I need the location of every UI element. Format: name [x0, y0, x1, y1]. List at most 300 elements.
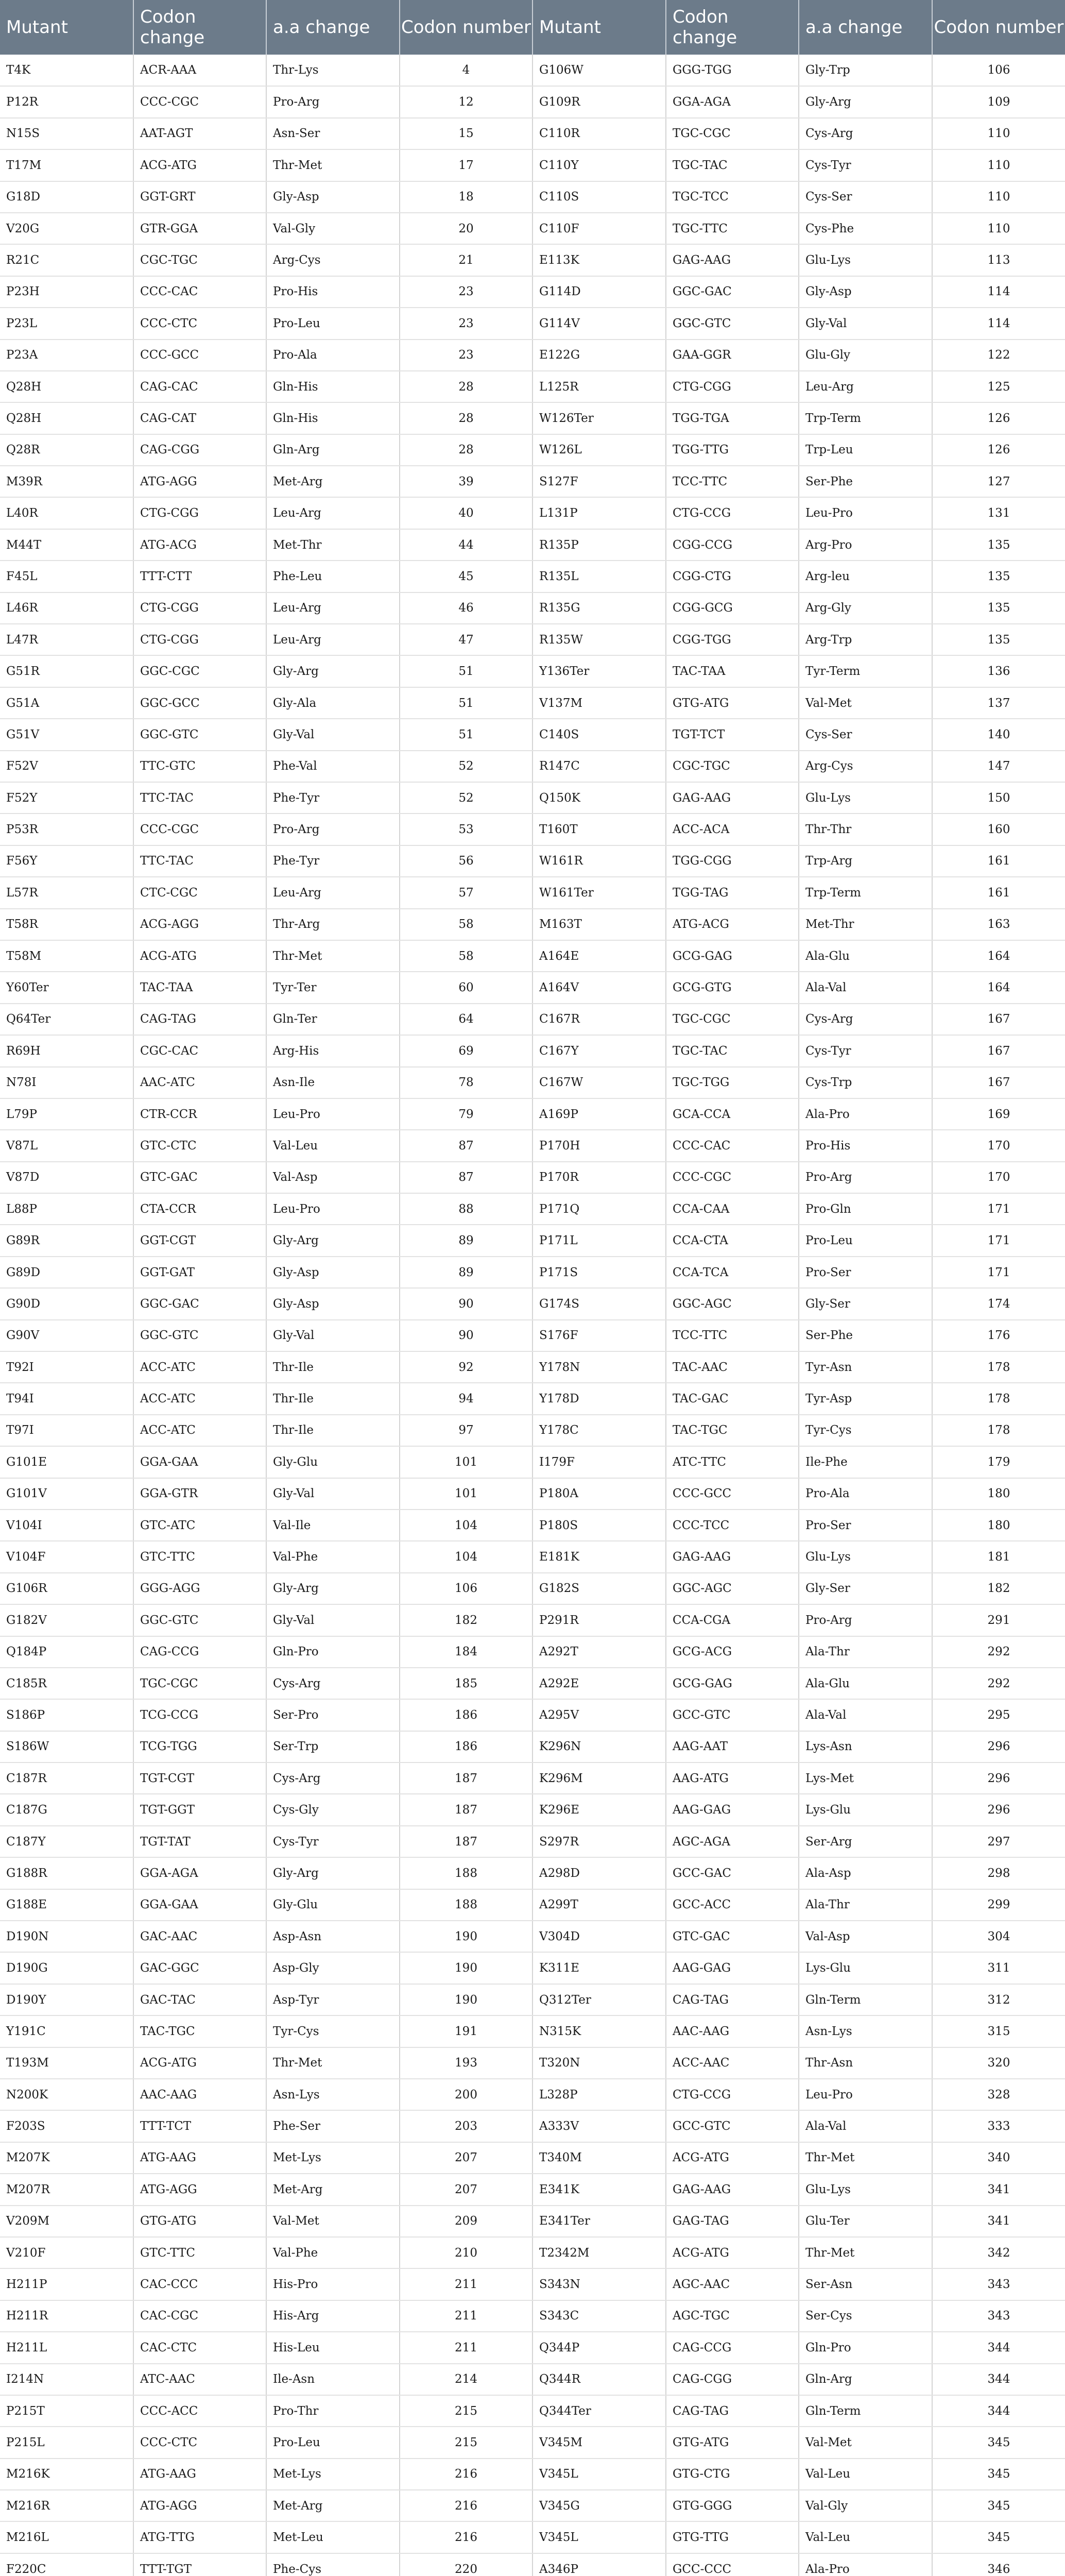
codon-change-cell: CGG-TGG	[666, 624, 799, 655]
table-row	[0, 2079, 1065, 2110]
table-row	[0, 561, 1065, 592]
table-row	[0, 1604, 1065, 1636]
codon-change-cell: TTC-GTC	[133, 751, 266, 782]
aa-change-cell: Val-Leu	[266, 1130, 400, 1161]
codon-change-cell: CCA-TCA	[666, 1257, 799, 1288]
table-row	[0, 624, 1065, 655]
table-row	[0, 1098, 1065, 1130]
aa-change-cell: Gln-Arg	[266, 434, 400, 466]
codon-change-cell: ACG-ATG	[133, 149, 266, 181]
aa-change-cell: Thr-Ile	[266, 1383, 400, 1414]
mutant-cell: P170R	[532, 1162, 666, 1193]
aa-change-cell: Gly-Glu	[266, 1446, 400, 1478]
codon-number-cell: 89	[400, 1225, 532, 1256]
mutant-cell: C187G	[0, 1794, 133, 1825]
codon-change-cell: ACC-AAC	[666, 2047, 799, 2079]
codon-number-cell: 137	[932, 687, 1065, 719]
mutant-cell: A333V	[532, 2110, 666, 2142]
codon-number-cell: 171	[932, 1257, 1065, 1288]
table-row	[0, 1415, 1065, 1446]
codon-change-cell: AAC-AAG	[133, 2079, 266, 2110]
aa-change-cell: Tyr-Term	[799, 655, 932, 687]
codon-change-cell: GGA-GAA	[133, 1889, 266, 1921]
mutant-cell: G51V	[0, 719, 133, 750]
aa-change-cell: Val-Leu	[799, 2459, 932, 2490]
codon-number-cell: 296	[932, 1762, 1065, 1794]
mutant-cell: F220C	[0, 2553, 133, 2576]
codon-number-cell: 52	[400, 782, 532, 814]
mutant-cell: G51A	[0, 687, 133, 719]
table-row	[0, 1288, 1065, 1319]
aa-change-cell: Thr-Ile	[266, 1351, 400, 1383]
table-row	[0, 244, 1065, 276]
codon-change-cell: CAG-TAG	[666, 1984, 799, 2015]
aa-change-cell: Val-Ile	[266, 1510, 400, 1541]
table-row	[0, 86, 1065, 117]
codon-change-cell: TGG-TTG	[666, 434, 799, 466]
table-row	[0, 1478, 1065, 1510]
aa-change-cell: Leu-Pro	[799, 497, 932, 529]
codon-number-cell: 187	[400, 1762, 532, 1794]
aa-change-cell: Glu-Lys	[799, 2174, 932, 2205]
codon-change-cell: CAG-CCG	[666, 2332, 799, 2363]
mutant-cell: G51R	[0, 655, 133, 687]
mutant-cell: C187Y	[0, 1826, 133, 1857]
mutant-cell: P291R	[532, 1604, 666, 1636]
codon-change-cell: GAG-AAG	[666, 244, 799, 276]
codon-change-cell: GGC-GTC	[133, 719, 266, 750]
codon-number-cell: 320	[932, 2047, 1065, 2079]
aa-change-cell: Lys-Asn	[799, 1731, 932, 1762]
mutant-cell: H211R	[0, 2300, 133, 2332]
codon-change-cell: ATG-AAG	[133, 2459, 266, 2490]
aa-change-cell: Met-Lys	[266, 2459, 400, 2490]
aa-change-cell: Asn-Ser	[266, 118, 400, 149]
codon-change-cell: AGC-AAC	[666, 2268, 799, 2300]
codon-change-cell: CTG-CGG	[666, 371, 799, 402]
header-codon-number: Codon number	[932, 0, 1065, 55]
codon-number-cell: 343	[932, 2268, 1065, 2300]
table-row	[0, 118, 1065, 149]
table-row	[0, 529, 1065, 561]
table-row	[0, 2142, 1065, 2174]
codon-change-cell: ACG-ATG	[133, 940, 266, 972]
table-row	[0, 1351, 1065, 1383]
table-body	[0, 55, 1065, 2576]
aa-change-cell: Lys-Met	[799, 1762, 932, 1794]
codon-number-cell: 207	[400, 2142, 532, 2174]
mutant-cell: T193M	[0, 2047, 133, 2079]
codon-change-cell: CAG-TAG	[666, 2395, 799, 2427]
codon-change-cell: GGC-GAC	[666, 276, 799, 308]
codon-change-cell: CCC-GCC	[666, 1478, 799, 1510]
table-row	[0, 751, 1065, 782]
aa-change-cell: Ala-Val	[799, 972, 932, 1003]
codon-number-cell: 299	[932, 1889, 1065, 1921]
mutant-cell: Q28R	[0, 434, 133, 466]
codon-number-cell: 343	[932, 2300, 1065, 2332]
aa-change-cell: Cys-Gly	[266, 1794, 400, 1825]
codon-number-cell: 174	[932, 1288, 1065, 1319]
table-row	[0, 2427, 1065, 2458]
header-mutant: Mutant	[0, 0, 133, 55]
codon-change-cell: TAC-AAC	[666, 1351, 799, 1383]
codon-change-cell: TGT-TAT	[133, 1826, 266, 1857]
codon-change-cell: CTG-CCG	[666, 497, 799, 529]
mutant-cell: A169P	[532, 1098, 666, 1130]
table-row	[0, 1162, 1065, 1193]
codon-number-cell: 79	[400, 1098, 532, 1130]
codon-change-cell: GGC-GCC	[133, 687, 266, 719]
aa-change-cell: Ala-Asp	[799, 1857, 932, 1889]
codon-change-cell: TGT-GGT	[133, 1794, 266, 1825]
table-row	[0, 2364, 1065, 2395]
codon-number-cell: 114	[932, 308, 1065, 339]
aa-change-cell: Gly-Val	[266, 719, 400, 750]
mutant-cell: V87L	[0, 1130, 133, 1161]
aa-change-cell: His-Arg	[266, 2300, 400, 2332]
mutant-cell: S186P	[0, 1699, 133, 1731]
codon-number-cell: 28	[400, 371, 532, 402]
table-row	[0, 1762, 1065, 1794]
mutant-cell: Q344P	[532, 2332, 666, 2363]
mutant-cell: G89R	[0, 1225, 133, 1256]
codon-change-cell: ACG-AGG	[133, 909, 266, 940]
table-row	[0, 1510, 1065, 1541]
codon-number-cell: 180	[932, 1478, 1065, 1510]
aa-change-cell: Val-Met	[266, 2206, 400, 2237]
aa-change-cell: Cys-Arg	[799, 118, 932, 149]
aa-change-cell: Leu-Arg	[266, 592, 400, 624]
codon-number-cell: 51	[400, 655, 532, 687]
mutant-cell: P215T	[0, 2395, 133, 2427]
aa-change-cell: Gly-Arg	[266, 1225, 400, 1256]
codon-change-cell: GTG-ATG	[666, 687, 799, 719]
mutant-cell: P23A	[0, 340, 133, 371]
aa-change-cell: Gly-Glu	[266, 1889, 400, 1921]
aa-change-cell: Arg-Cys	[799, 751, 932, 782]
codon-change-cell: GCC-ACC	[666, 1889, 799, 1921]
table-row	[0, 687, 1065, 719]
aa-change-cell: Pro-Arg	[266, 86, 400, 117]
codon-change-cell: ATG-ACG	[666, 909, 799, 940]
codon-change-cell: ACC-ACA	[666, 814, 799, 845]
codon-number-cell: 94	[400, 1383, 532, 1414]
codon-change-cell: GTC-TTC	[133, 1541, 266, 1572]
aa-change-cell: Arg-Pro	[799, 529, 932, 561]
mutant-cell: I179F	[532, 1446, 666, 1478]
codon-change-cell: GTC-TTC	[133, 2237, 266, 2268]
table-row	[0, 1130, 1065, 1161]
aa-change-cell: Glu-Lys	[799, 782, 932, 814]
codon-number-cell: 87	[400, 1130, 532, 1161]
table-row	[0, 1225, 1065, 1256]
mutant-cell: P180A	[532, 1478, 666, 1510]
codon-change-cell: GTG-ATG	[666, 2427, 799, 2458]
codon-number-cell: 186	[400, 1731, 532, 1762]
mutant-cell: C187R	[0, 1762, 133, 1794]
mutant-cell: H211P	[0, 2268, 133, 2300]
codon-change-cell: ACC-ATC	[133, 1415, 266, 1446]
mutant-cell: A346P	[532, 2553, 666, 2576]
codon-number-cell: 180	[932, 1510, 1065, 1541]
codon-change-cell: GGA-AGA	[666, 86, 799, 117]
codon-change-cell: CAC-CTC	[133, 2332, 266, 2363]
aa-change-cell: Ala-Val	[799, 1699, 932, 1731]
codon-change-cell: ACG-ATG	[133, 2047, 266, 2079]
codon-change-cell: AAG-AAT	[666, 1731, 799, 1762]
codon-number-cell: 298	[932, 1857, 1065, 1889]
aa-change-cell: Tyr-Ter	[266, 972, 400, 1003]
table-row	[0, 1731, 1065, 1762]
aa-change-cell: Val-Met	[799, 687, 932, 719]
codon-number-cell: 297	[932, 1826, 1065, 1857]
codon-number-cell: 23	[400, 276, 532, 308]
aa-change-cell: Gln-Term	[799, 2395, 932, 2427]
codon-number-cell: 56	[400, 845, 532, 877]
mutant-cell: K296N	[532, 1731, 666, 1762]
codon-number-cell: 184	[400, 1636, 532, 1668]
codon-change-cell: GCC-GTC	[666, 2110, 799, 2142]
table-row	[0, 371, 1065, 402]
aa-change-cell: Gly-Val	[266, 1478, 400, 1510]
mutant-cell: M216K	[0, 2459, 133, 2490]
mutant-cell: E113K	[532, 244, 666, 276]
mutant-cell: T97I	[0, 1415, 133, 1446]
codon-change-cell: GTG-GGG	[666, 2490, 799, 2521]
mutant-cell: R21C	[0, 244, 133, 276]
codon-number-cell: 216	[400, 2521, 532, 2553]
codon-number-cell: 40	[400, 497, 532, 529]
codon-change-cell: CCA-CTA	[666, 1225, 799, 1256]
mutant-cell: E181K	[532, 1541, 666, 1572]
codon-change-cell: CTG-CGG	[133, 497, 266, 529]
codon-change-cell: CAC-CCC	[133, 2268, 266, 2300]
aa-change-cell: Gly-Ser	[799, 1288, 932, 1319]
codon-change-cell: GAG-TAG	[666, 2206, 799, 2237]
mutant-cell: P23L	[0, 308, 133, 339]
aa-change-cell: Glu-Ter	[799, 2206, 932, 2237]
aa-change-cell: Gly-Ser	[799, 1573, 932, 1604]
mutant-cell: F45L	[0, 561, 133, 592]
aa-change-cell: Pro-Leu	[266, 2427, 400, 2458]
aa-change-cell: Pro-Arg	[799, 1604, 932, 1636]
table-row	[0, 434, 1065, 466]
codon-change-cell: GTG-CTG	[666, 2459, 799, 2490]
mutant-cell: W161Ter	[532, 877, 666, 908]
codon-number-cell: 295	[932, 1699, 1065, 1731]
aa-change-cell: Ala-Val	[799, 2110, 932, 2142]
codon-number-cell: 135	[932, 561, 1065, 592]
aa-change-cell: Met-Arg	[266, 2174, 400, 2205]
aa-change-cell: Arg-leu	[799, 561, 932, 592]
table-row	[0, 1320, 1065, 1351]
codon-change-cell: GCC-GTC	[666, 1699, 799, 1731]
mutant-cell: V345L	[532, 2459, 666, 2490]
codon-number-cell: 200	[400, 2079, 532, 2110]
mutant-cell: Y178C	[532, 1415, 666, 1446]
codon-change-cell: GTC-CTC	[133, 1130, 266, 1161]
mutant-cell: S343C	[532, 2300, 666, 2332]
aa-change-cell: Cys-Phe	[799, 213, 932, 244]
aa-change-cell: Phe-Cys	[266, 2553, 400, 2576]
aa-change-cell: Ser-Phe	[799, 466, 932, 497]
aa-change-cell: Glu-Lys	[799, 1541, 932, 1572]
aa-change-cell: Asn-Lys	[799, 2015, 932, 2047]
codon-change-cell: TGC-CGC	[666, 1004, 799, 1035]
table-row	[0, 2015, 1065, 2047]
mutant-cell: V345G	[532, 2490, 666, 2521]
aa-change-cell: Pro-Arg	[266, 814, 400, 845]
codon-number-cell: 58	[400, 940, 532, 972]
aa-change-cell: Thr-Met	[266, 940, 400, 972]
mutant-cell: Y191C	[0, 2015, 133, 2047]
aa-change-cell: Phe-Val	[266, 751, 400, 782]
codon-change-cell: TGT-TCT	[666, 719, 799, 750]
codon-number-cell: 135	[932, 529, 1065, 561]
codon-change-cell: CGG-CCG	[666, 529, 799, 561]
codon-number-cell: 344	[932, 2364, 1065, 2395]
aa-change-cell: Glu-Gly	[799, 340, 932, 371]
aa-change-cell: Cys-Arg	[266, 1762, 400, 1794]
mutant-cell: P171Q	[532, 1193, 666, 1225]
codon-change-cell: CTA-CCR	[133, 1193, 266, 1225]
table-row	[0, 2490, 1065, 2521]
codon-number-cell: 21	[400, 244, 532, 276]
aa-change-cell: Tyr-Cys	[266, 2015, 400, 2047]
table-row	[0, 308, 1065, 339]
aa-change-cell: Val-Leu	[799, 2521, 932, 2553]
aa-change-cell: Gly-Arg	[266, 1857, 400, 1889]
codon-number-cell: 207	[400, 2174, 532, 2205]
codon-change-cell: TGT-CGT	[133, 1762, 266, 1794]
codon-number-cell: 20	[400, 213, 532, 244]
aa-change-cell: Gly-Val	[266, 1320, 400, 1351]
codon-number-cell: 344	[932, 2332, 1065, 2363]
mutant-cell: T320N	[532, 2047, 666, 2079]
mutant-cell: G114V	[532, 308, 666, 339]
table-row	[0, 149, 1065, 181]
codon-number-cell: 216	[400, 2490, 532, 2521]
codon-number-cell: 90	[400, 1320, 532, 1351]
mutant-cell: R135W	[532, 624, 666, 655]
mutant-cell: Q344Ter	[532, 2395, 666, 2427]
codon-change-cell: CCA-CGA	[666, 1604, 799, 1636]
codon-change-cell: TTT-TGT	[133, 2553, 266, 2576]
codon-number-cell: 15	[400, 118, 532, 149]
codon-change-cell: TGC-CGC	[666, 118, 799, 149]
codon-number-cell: 345	[932, 2521, 1065, 2553]
codon-number-cell: 47	[400, 624, 532, 655]
aa-change-cell: Ala-Thr	[799, 1889, 932, 1921]
aa-change-cell: Trp-Leu	[799, 434, 932, 466]
codon-change-cell: TTT-CTT	[133, 561, 266, 592]
codon-number-cell: 170	[932, 1130, 1065, 1161]
mutant-cell: G101E	[0, 1446, 133, 1478]
codon-change-cell: GGA-GTR	[133, 1478, 266, 1510]
codon-change-cell: AGC-TGC	[666, 2300, 799, 2332]
aa-change-cell: Ser-Trp	[266, 1731, 400, 1762]
codon-number-cell: 88	[400, 1193, 532, 1225]
codon-change-cell: ACG-ATG	[666, 2142, 799, 2174]
codon-number-cell: 346	[932, 2553, 1065, 2576]
codon-change-cell: CCC-ACC	[133, 2395, 266, 2427]
codon-change-cell: CAG-TAG	[133, 1004, 266, 1035]
mutant-cell: C110S	[532, 181, 666, 213]
table-row	[0, 2521, 1065, 2553]
codon-change-cell: TGC-TCC	[666, 181, 799, 213]
mutant-cell: M216L	[0, 2521, 133, 2553]
codon-number-cell: 178	[932, 1383, 1065, 1414]
header-mutant: Mutant	[532, 0, 666, 55]
mutant-cell: G188R	[0, 1857, 133, 1889]
mutant-cell: Q28H	[0, 371, 133, 402]
aa-change-cell: Trp-Arg	[799, 845, 932, 877]
mutant-cell: F52V	[0, 751, 133, 782]
aa-change-cell: Gly-Arg	[799, 86, 932, 117]
codon-number-cell: 215	[400, 2427, 532, 2458]
codon-number-cell: 179	[932, 1446, 1065, 1478]
codon-change-cell: ATC-AAC	[133, 2364, 266, 2395]
aa-change-cell: Cys-Tyr	[266, 1826, 400, 1857]
codon-change-cell: GTG-TTG	[666, 2521, 799, 2553]
codon-change-cell: AAT-AGT	[133, 118, 266, 149]
mutant-cell: P180S	[532, 1510, 666, 1541]
aa-change-cell: Met-Thr	[266, 529, 400, 561]
codon-change-cell: CCC-CGC	[133, 86, 266, 117]
mutant-cell: D190G	[0, 1952, 133, 1984]
mutant-cell: I214N	[0, 2364, 133, 2395]
codon-number-cell: 147	[932, 751, 1065, 782]
codon-change-cell: TAC-GAC	[666, 1383, 799, 1414]
mutant-cell: R69H	[0, 1035, 133, 1066]
mutant-cell: C185R	[0, 1668, 133, 1699]
mutant-cell: N78I	[0, 1067, 133, 1098]
codon-number-cell: 190	[400, 1921, 532, 1952]
codon-number-cell: 23	[400, 340, 532, 371]
aa-change-cell: Gln-Arg	[799, 2364, 932, 2395]
aa-change-cell: Phe-Ser	[266, 2110, 400, 2142]
codon-change-cell: GCG-GAG	[666, 940, 799, 972]
aa-change-cell: Met-Leu	[266, 2521, 400, 2553]
codon-change-cell: GTC-GAC	[133, 1162, 266, 1193]
aa-change-cell: Met-Arg	[266, 466, 400, 497]
aa-change-cell: Cys-Tyr	[799, 149, 932, 181]
aa-change-cell: His-Leu	[266, 2332, 400, 2363]
codon-number-cell: 114	[932, 276, 1065, 308]
codon-change-cell: ATG-ACG	[133, 529, 266, 561]
mutant-cell: V304D	[532, 1921, 666, 1952]
aa-change-cell: Pro-Ala	[266, 340, 400, 371]
codon-change-cell: CTG-CGG	[133, 624, 266, 655]
codon-change-cell: TAC-TAA	[666, 655, 799, 687]
table-row	[0, 213, 1065, 244]
codon-change-cell: ACC-ATC	[133, 1351, 266, 1383]
aa-change-cell: Lys-Glu	[799, 1794, 932, 1825]
aa-change-cell: Gln-Ter	[266, 1004, 400, 1035]
table-row	[0, 2237, 1065, 2268]
aa-change-cell: Asn-Lys	[266, 2079, 400, 2110]
mutant-cell: M39R	[0, 466, 133, 497]
mutant-cell: Y178N	[532, 1351, 666, 1383]
codon-change-cell: TGC-TAC	[666, 1035, 799, 1066]
codon-number-cell: 101	[400, 1478, 532, 1510]
mutant-cell: A292E	[532, 1668, 666, 1699]
codon-change-cell: ACC-ATC	[133, 1383, 266, 1414]
mutant-cell: T340M	[532, 2142, 666, 2174]
mutant-cell: W126Ter	[532, 402, 666, 434]
codon-number-cell: 311	[932, 1952, 1065, 1984]
